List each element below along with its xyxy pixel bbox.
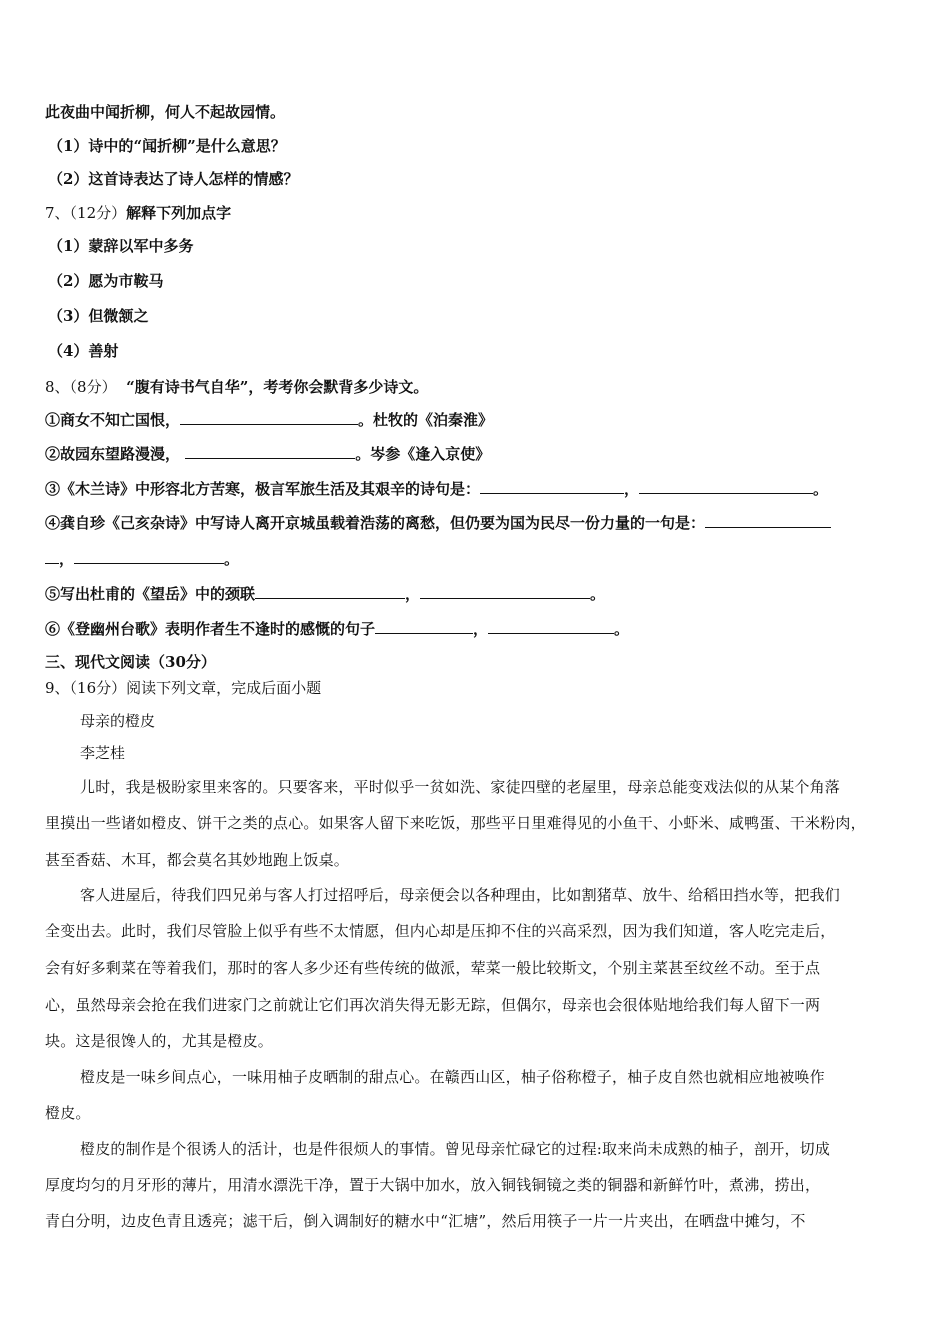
answer-blank[interactable] (480, 479, 624, 494)
q7-number: 7、 (45, 204, 70, 222)
article-line: 橙皮的制作是个很诱人的活计，也是件很烦人的事情。曾见母亲忙碌它的过程:取来尚未成熟的柚子，剖开，切成 (80, 1140, 831, 1158)
period: 。 (590, 585, 606, 603)
q8-item-6 (45, 619, 629, 639)
q7-item-2: （2）愿为市鞍马 (48, 272, 164, 290)
period: 。 (224, 550, 240, 568)
poem-line: 此夜曲中闻折柳，何人不起故园情。 (45, 103, 286, 121)
article-line: 青白分明，边皮色青且透亮；滤干后，倒入调制好的糖水中“汇塘”，然后用筷子一片一片夹出，在晒盘中摊匀，不 (45, 1212, 806, 1230)
q8-item-1 (45, 410, 493, 430)
article-author: 李芝桂 (80, 744, 126, 762)
comma: ， (405, 585, 421, 603)
q8-item-1-source: 。杜牧的《泊秦淮》 (358, 411, 494, 429)
q8-score: （8分） (69, 378, 117, 396)
q6-sub-2: （2）这首诗表达了诗人怎样的情感？ (48, 170, 299, 188)
answer-blank[interactable] (488, 619, 614, 634)
article-line: 里摸出一些诸如橙皮、饼干之类的点心。如果客人留下来吃饭，那些平日里难得见的小鱼干、小虾米、咸鸭蛋、干米粉肉， (45, 814, 866, 832)
q7-score: （12分） (69, 204, 127, 222)
q8-number: 8、 (45, 378, 70, 396)
q9-score: （16分） (69, 679, 127, 697)
answer-blank[interactable] (375, 619, 473, 634)
answer-blank[interactable] (185, 444, 355, 459)
q7-header (45, 203, 231, 223)
period: 。 (813, 480, 829, 498)
answer-blank[interactable] (255, 584, 405, 599)
q8-item-1-text: ①商女不知亡国恨， (45, 411, 181, 429)
q8-item-2-text: ②故园东望路漫漫， (45, 445, 181, 463)
q6-sub-1: （1）诗中的“闻折柳”是什么意思？ (48, 137, 286, 155)
comma: ， (473, 620, 489, 638)
article-line: 橙皮是一味乡间点心，一味用柚子皮晒制的甜点心。在赣西山区，柚子俗称橙子，柚子皮自然也就相应地被唤作 (80, 1068, 825, 1086)
section-3-title: 三、现代文阅读（30分） (45, 653, 216, 671)
q8-item-5-text: ⑤写出杜甫的《望岳》中的颈联 (45, 585, 256, 603)
article-line: 块。这是很馋人的，尤其是橙皮。 (45, 1032, 274, 1050)
q8-prompt: “腹有诗书气自华”，考考你会默背多少诗文。 (126, 378, 429, 396)
article-line: 心，虽然母亲会抢在我们进家门之前就让它们再次消失得无影无踪，但偶尔，母亲也会很体贴地给我们每人留下一两 (45, 996, 821, 1014)
q8-item-4-text: ④龚自珍《己亥杂诗》中写诗人离开京城虽载着浩荡的离愁，但仍要为国为民尽一份力量的一句是： (45, 514, 706, 532)
article-line: 厚度均匀的月牙形的薄片，用清水漂洗干净，置于大锅中加水，放入铜钱铜镜之类的铜器和新鲜竹叶，煮沸，捞出， (45, 1176, 821, 1194)
article-line: 全变出去。此时，我们尽管脸上似乎有些不太情愿，但内心却是压抑不住的兴高采烈，因为我们知道，客人吃完走后， (45, 922, 836, 940)
answer-blank[interactable] (180, 410, 358, 425)
q9-prompt: 阅读下列文章，完成后面小题 (126, 679, 322, 697)
q8-item-3 (45, 479, 828, 499)
comma: ， (59, 550, 75, 568)
period: 。 (614, 620, 630, 638)
article-line: 甚至香菇、木耳，都会莫名其妙地跑上饭桌。 (45, 851, 350, 869)
answer-blank[interactable] (74, 549, 224, 564)
answer-blank[interactable] (45, 549, 59, 564)
q9-header (45, 678, 321, 698)
q8-item-4-continued (45, 549, 239, 569)
q8-item-2-source: 。岑参《逢入京使》 (355, 445, 491, 463)
q8-item-4 (45, 513, 831, 533)
q7-item-3: （3）但微颔之 (48, 307, 149, 325)
article-title: 母亲的橙皮 (80, 712, 156, 730)
comma: ， (624, 480, 640, 498)
q7-item-4: （4）善射 (48, 342, 119, 360)
q8-item-5 (45, 584, 605, 604)
answer-blank[interactable] (705, 513, 831, 528)
q8-item-6-text: ⑥《登幽州台歌》表明作者生不逢时的感慨的句子 (45, 620, 376, 638)
article-line: 会有好多剩菜在等着我们，那时的客人多少还有些传统的做派，荤菜一般比较斯文，个别主菜甚至纹丝不动。至于点 (45, 959, 821, 977)
article-line: 橙皮。 (45, 1104, 91, 1122)
q9-number: 9、 (45, 679, 70, 697)
q8-item-2 (45, 444, 490, 464)
article-line: 客人进屋后，待我们四兄弟与客人打过招呼后，母亲便会以各种理由，比如割猪草、放牛、给稻田挡水等，把我们 (80, 886, 841, 904)
article-line: 儿时，我是极盼家里来客的。只要客来，平时似乎一贫如洗、家徒四壁的老屋里，母亲总能变戏法似的从某个角落 (80, 778, 841, 796)
q8-header (45, 377, 428, 397)
answer-blank[interactable] (639, 479, 813, 494)
q8-item-3-text: ③《木兰诗》中形容北方苦寒，极言军旅生活及其艰辛的诗句是： (45, 480, 481, 498)
q7-prompt: 解释下列加点字 (126, 204, 232, 222)
answer-blank[interactable] (420, 584, 590, 599)
q7-item-1: （1）蒙辞以军中多务 (48, 237, 194, 255)
